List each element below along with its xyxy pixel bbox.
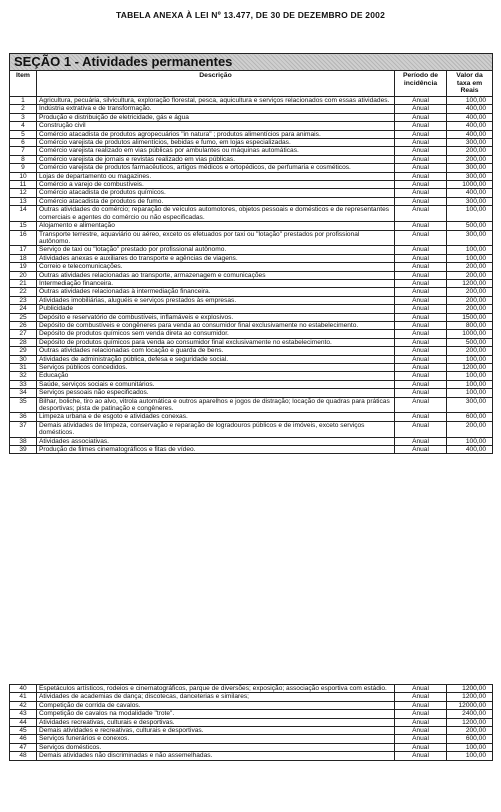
item-valor: 500,00 <box>447 222 493 230</box>
item-valor: 200,00 <box>447 727 493 735</box>
item-periodo: Anual <box>395 380 447 388</box>
item-number: 38 <box>10 437 37 445</box>
item-number: 1 <box>10 97 37 105</box>
document-title: TABELA ANEXA À LEI Nº 13.477, DE 30 DE DEZEMBRO DE 2002 <box>115 10 385 20</box>
item-number: 22 <box>10 288 37 296</box>
item-periodo: Anual <box>395 372 447 380</box>
item-description: Construção civil <box>37 122 395 130</box>
item-periodo: Anual <box>395 254 447 262</box>
item-valor: 400,00 <box>447 122 493 130</box>
item-valor: 200,00 <box>447 147 493 155</box>
table-row <box>10 397 493 413</box>
item-valor: 100,00 <box>447 437 493 445</box>
item-periodo: Anual <box>395 338 447 346</box>
item-number: 37 <box>10 421 37 437</box>
item-description: Depósito de combustíveis e congêneres para venda ao consumidor final exclusivamente no estabelecimento. <box>37 321 395 329</box>
table-row <box>10 263 493 271</box>
item-number: 26 <box>10 321 37 329</box>
item-description: Comércio atacadista de produtos de fumo. <box>37 197 395 205</box>
item-number: 24 <box>10 305 37 313</box>
item-valor: 300,00 <box>447 230 493 246</box>
item-description: Outras atividades relacionadas ao transporte, armazenagem e comunicações <box>37 271 395 279</box>
item-description: Comércio varejista de jornais e revistas realizado em vias públicas. <box>37 155 395 163</box>
item-valor: 400,00 <box>447 105 493 113</box>
table-row <box>10 701 493 709</box>
item-description: Outras atividades relacionadas com locação e guarda de bens. <box>37 347 395 355</box>
table-row <box>10 147 493 155</box>
table-row <box>10 752 493 760</box>
table-row <box>10 347 493 355</box>
fee-table-continued <box>9 684 493 761</box>
item-number: 2 <box>10 105 37 113</box>
item-valor: 1200,00 <box>447 718 493 726</box>
item-number: 42 <box>10 701 37 709</box>
item-valor: 500,00 <box>447 338 493 346</box>
item-valor: 600,00 <box>447 735 493 743</box>
item-valor: 1000,00 <box>447 330 493 338</box>
table-row <box>10 189 493 197</box>
table-row <box>10 296 493 304</box>
item-periodo: Anual <box>395 296 447 304</box>
item-number: 47 <box>10 743 37 751</box>
table-row <box>10 413 493 421</box>
item-periodo: Anual <box>395 743 447 751</box>
item-number: 41 <box>10 693 37 701</box>
item-valor: 200,00 <box>447 263 493 271</box>
item-periodo: Anual <box>395 421 447 437</box>
table-row <box>10 437 493 445</box>
item-description: Comércio varejista realizado em vias públicas por ambulantes ou máquinas automáticas. <box>37 147 395 155</box>
item-periodo: Anual <box>395 139 447 147</box>
item-periodo: Anual <box>395 413 447 421</box>
item-number: 12 <box>10 189 37 197</box>
item-valor: 100,00 <box>447 355 493 363</box>
table-row <box>10 230 493 246</box>
item-valor: 200,00 <box>447 421 493 437</box>
item-periodo: Anual <box>395 147 447 155</box>
item-number: 33 <box>10 380 37 388</box>
item-periodo: Anual <box>395 155 447 163</box>
item-number: 6 <box>10 139 37 147</box>
item-description: Produção de filmes cinematográficos e fitas de vídeo. <box>37 446 395 454</box>
item-valor: 100,00 <box>447 389 493 397</box>
item-description: Espetáculos artísticos, rodeios e cinematográficos, parque de diversões; exposição; associação esportiva com estádio. <box>37 685 395 693</box>
item-description: Comércio atacadista de produtos químicos. <box>37 189 395 197</box>
table-row <box>10 710 493 718</box>
item-number: 46 <box>10 735 37 743</box>
item-valor: 400,00 <box>447 113 493 121</box>
item-description: Comércio varejista de produtos alimentícios, bebidas e fumo, em lojas especializadas. <box>37 139 395 147</box>
item-description: Serviços pessoais não especificados. <box>37 389 395 397</box>
table-row <box>10 446 493 454</box>
item-description: Correio e telecomunicações. <box>37 263 395 271</box>
item-description: Comércio atacadista de produtos agropecuários "in natura" ; produtos alimentícios para animais. <box>37 130 395 138</box>
item-description: Comércio varejista de produtos farmacêuticos, artigos médicos e ortopédicos, de perfumaria e cosméticos. <box>37 164 395 172</box>
item-periodo: Anual <box>395 701 447 709</box>
item-description: Saúde, serviços sociais e comunitários. <box>37 380 395 388</box>
item-number: 45 <box>10 727 37 735</box>
item-description: Transporte terrestre, aquaviário ou aéreo, exceto os efetuados por taxi ou "lotação" prestados por profissional autônomo. <box>37 230 395 246</box>
item-description: Competição de corrida de cavalos. <box>37 701 395 709</box>
item-periodo: Anual <box>395 222 447 230</box>
item-number: 48 <box>10 752 37 760</box>
item-valor: 300,00 <box>447 139 493 147</box>
table-row <box>10 206 493 222</box>
item-description: Comércio a varejo de combustíveis. <box>37 181 395 189</box>
item-periodo: Anual <box>395 446 447 454</box>
table-row <box>10 372 493 380</box>
fee-table <box>9 53 493 454</box>
item-number: 40 <box>10 685 37 693</box>
item-valor: 1000,00 <box>447 181 493 189</box>
item-number: 7 <box>10 147 37 155</box>
item-periodo: Anual <box>395 105 447 113</box>
item-number: 16 <box>10 230 37 246</box>
item-description: Serviços públicos concedidos. <box>37 364 395 372</box>
item-periodo: Anual <box>395 389 447 397</box>
item-description: Educação <box>37 372 395 380</box>
item-description: Atividades de academias de dança; discotecas, danceterias e similares; <box>37 693 395 701</box>
item-description: Alojamento e alimentação <box>37 222 395 230</box>
item-number: 9 <box>10 164 37 172</box>
table-row <box>10 172 493 180</box>
header-valor: Valor da taxa em Reais <box>447 71 493 97</box>
table-row <box>10 421 493 437</box>
item-number: 8 <box>10 155 37 163</box>
item-number: 17 <box>10 246 37 254</box>
item-periodo: Anual <box>395 437 447 445</box>
section-title: SEÇÃO 1 - Atividades permanentes <box>10 54 493 71</box>
item-valor: 300,00 <box>447 164 493 172</box>
item-description: Bilhar, boliche, tiro ao alvo, vitrola automática e outros aparelhos e jogos de distração; locação de quadras para práticas desportivas; pista de patinação e congêneres. <box>37 397 395 413</box>
item-description: Indústria extrativa e de transformação. <box>37 105 395 113</box>
table-row <box>10 727 493 735</box>
item-periodo: Anual <box>395 718 447 726</box>
header-descricao: Descrição <box>37 71 395 97</box>
item-number: 31 <box>10 364 37 372</box>
item-periodo: Anual <box>395 313 447 321</box>
item-periodo: Anual <box>395 189 447 197</box>
item-periodo: Anual <box>395 246 447 254</box>
table-row <box>10 693 493 701</box>
header-item: Item <box>10 71 37 97</box>
item-periodo: Anual <box>395 355 447 363</box>
item-description: Publicidade <box>37 305 395 313</box>
item-number: 3 <box>10 113 37 121</box>
item-periodo: Anual <box>395 364 447 372</box>
item-periodo: Anual <box>395 685 447 693</box>
item-description: Serviço de taxi ou "lotação" prestado por profissional autônomo. <box>37 246 395 254</box>
item-description: Atividades anexas e auxiliares do transporte e agências de viagens. <box>37 254 395 262</box>
item-number: 11 <box>10 181 37 189</box>
item-periodo: Anual <box>395 735 447 743</box>
item-description: Lojas de departamento ou magazines. <box>37 172 395 180</box>
item-number: 4 <box>10 122 37 130</box>
item-periodo: Anual <box>395 347 447 355</box>
item-valor: 100,00 <box>447 246 493 254</box>
item-number: 25 <box>10 313 37 321</box>
item-description: Demais atividades não discriminadas e não assemelhadas. <box>37 752 395 760</box>
item-description: Agricultura, pecuária, silvicultura, exploração florestal, pesca, aquicultura e serviços relacionados com essas atividades. <box>37 97 395 105</box>
item-number: 20 <box>10 271 37 279</box>
item-number: 34 <box>10 389 37 397</box>
header-periodo: Período de incidência <box>395 71 447 97</box>
item-number: 14 <box>10 206 37 222</box>
item-number: 10 <box>10 172 37 180</box>
item-periodo: Anual <box>395 97 447 105</box>
item-periodo: Anual <box>395 727 447 735</box>
item-description: Demais atividades e recreativas, culturais e desportivas. <box>37 727 395 735</box>
table-row <box>10 743 493 751</box>
table-row <box>10 288 493 296</box>
table-row <box>10 389 493 397</box>
item-description: Atividades de administração pública, defesa e seguridade social. <box>37 355 395 363</box>
item-number: 43 <box>10 710 37 718</box>
item-periodo: Anual <box>395 230 447 246</box>
item-number: 36 <box>10 413 37 421</box>
item-valor: 1200,00 <box>447 364 493 372</box>
item-periodo: Anual <box>395 206 447 222</box>
item-valor: 100,00 <box>447 97 493 105</box>
item-valor: 200,00 <box>447 347 493 355</box>
table-row <box>10 113 493 121</box>
item-description: Produção e distribuição de eletricidade, gás e água <box>37 113 395 121</box>
item-description: Atividades associativas. <box>37 437 395 445</box>
item-periodo: Anual <box>395 305 447 313</box>
item-description: Depósito e reservatório de combustíveis, inflamáveis e explosivos. <box>37 313 395 321</box>
item-description: Atividades imobiliárias, aluguéis e serviços prestados às empresas. <box>37 296 395 304</box>
item-number: 19 <box>10 263 37 271</box>
table-row <box>10 305 493 313</box>
item-valor: 1200,00 <box>447 685 493 693</box>
item-periodo: Anual <box>395 263 447 271</box>
item-valor: 400,00 <box>447 189 493 197</box>
table-row <box>10 364 493 372</box>
item-valor: 300,00 <box>447 197 493 205</box>
item-periodo: Anual <box>395 710 447 718</box>
item-number: 27 <box>10 330 37 338</box>
table-row <box>10 130 493 138</box>
item-valor: 100,00 <box>447 206 493 222</box>
item-valor: 100,00 <box>447 372 493 380</box>
table-row <box>10 197 493 205</box>
item-number: 44 <box>10 718 37 726</box>
item-periodo: Anual <box>395 279 447 287</box>
table-row <box>10 122 493 130</box>
item-periodo: Anual <box>395 321 447 329</box>
section-row <box>10 54 493 71</box>
item-valor: 200,00 <box>447 296 493 304</box>
item-description: Outras atividades relacionadas à intermediação financeira. <box>37 288 395 296</box>
table-row <box>10 155 493 163</box>
table-row <box>10 338 493 346</box>
item-number: 32 <box>10 372 37 380</box>
item-description: Intermediação financeira. <box>37 279 395 287</box>
item-number: 35 <box>10 397 37 413</box>
item-periodo: Anual <box>395 288 447 296</box>
item-description: Serviços funerários e conexos. <box>37 735 395 743</box>
item-number: 21 <box>10 279 37 287</box>
table-row <box>10 222 493 230</box>
item-periodo: Anual <box>395 330 447 338</box>
item-valor: 12000,00 <box>447 701 493 709</box>
table-row <box>10 254 493 262</box>
item-description: Demais atividades de limpeza, conservação e reparação de logradouros públicos e de imóveis, exceto serviços domésticos. <box>37 421 395 437</box>
item-valor: 200,00 <box>447 271 493 279</box>
item-valor: 200,00 <box>447 288 493 296</box>
item-description: Depósito de produtos químicos para venda ao consumidor final exclusivamente no estabelecimento. <box>37 338 395 346</box>
table-row <box>10 97 493 105</box>
item-number: 30 <box>10 355 37 363</box>
item-number: 28 <box>10 338 37 346</box>
item-number: 15 <box>10 222 37 230</box>
item-valor: 100,00 <box>447 752 493 760</box>
item-periodo: Anual <box>395 693 447 701</box>
item-description: Limpeza urbana e de esgoto e atividades conexas. <box>37 413 395 421</box>
item-valor: 1500,00 <box>447 313 493 321</box>
item-number: 29 <box>10 347 37 355</box>
item-periodo: Anual <box>395 113 447 121</box>
item-number: 13 <box>10 197 37 205</box>
item-valor: 800,00 <box>447 321 493 329</box>
item-number: 39 <box>10 446 37 454</box>
item-description: Depósito de produtos químicos sem venda direta ao consumidor. <box>37 330 395 338</box>
item-valor: 400,00 <box>447 446 493 454</box>
item-valor: 100,00 <box>447 254 493 262</box>
item-valor: 300,00 <box>447 172 493 180</box>
item-description: Competição de cavalos na modalidade "trote". <box>37 710 395 718</box>
item-periodo: Anual <box>395 397 447 413</box>
table-row <box>10 105 493 113</box>
item-valor: 100,00 <box>447 743 493 751</box>
table-row <box>10 380 493 388</box>
table-row <box>10 355 493 363</box>
table-row <box>10 181 493 189</box>
table-row <box>10 685 493 693</box>
item-periodo: Anual <box>395 130 447 138</box>
item-valor: 600,00 <box>447 413 493 421</box>
item-number: 23 <box>10 296 37 304</box>
item-periodo: Anual <box>395 752 447 760</box>
table-row <box>10 139 493 147</box>
table-row <box>10 330 493 338</box>
item-valor: 100,00 <box>447 380 493 388</box>
item-periodo: Anual <box>395 122 447 130</box>
item-number: 5 <box>10 130 37 138</box>
item-number: 18 <box>10 254 37 262</box>
table-row <box>10 321 493 329</box>
item-valor: 2400,00 <box>447 710 493 718</box>
header-row <box>10 71 493 97</box>
item-valor: 200,00 <box>447 305 493 313</box>
item-valor: 1200,00 <box>447 693 493 701</box>
table-row <box>10 735 493 743</box>
item-valor: 300,00 <box>447 397 493 413</box>
table-row <box>10 279 493 287</box>
item-valor: 400,00 <box>447 130 493 138</box>
item-periodo: Anual <box>395 172 447 180</box>
item-valor: 1200,00 <box>447 279 493 287</box>
table-row <box>10 271 493 279</box>
item-description: Outras atividades do comércio; reparação de veículos automotores, objetos pessoais e domésticos e de representantes comerciais e agentes do comércio ou não especificadas. <box>37 206 395 222</box>
item-valor: 200,00 <box>447 155 493 163</box>
table-row <box>10 164 493 172</box>
item-description: Serviços domésticos. <box>37 743 395 751</box>
item-periodo: Anual <box>395 197 447 205</box>
item-periodo: Anual <box>395 271 447 279</box>
item-periodo: Anual <box>395 181 447 189</box>
item-description: Atividades recreativas, culturais e desportivas. <box>37 718 395 726</box>
table-row <box>10 718 493 726</box>
item-periodo: Anual <box>395 164 447 172</box>
table-row <box>10 246 493 254</box>
table-row <box>10 313 493 321</box>
